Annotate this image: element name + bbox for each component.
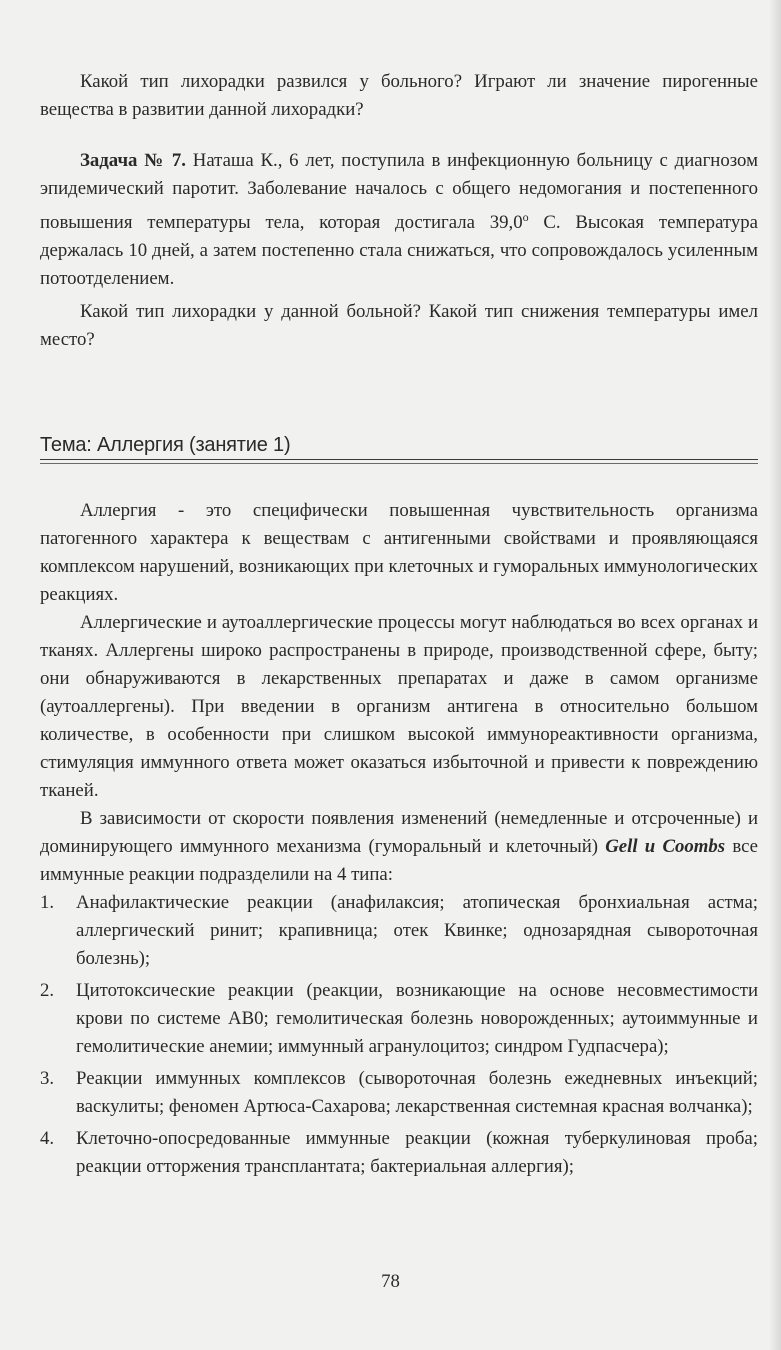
list-item: 4. Клеточно-опосредованные иммунные реакции (кожная туберкулиновая проба; реакции отторжения трансплантата; бактериальная аллергия); — [40, 1128, 758, 1177]
allergy-section — [40, 497, 758, 1181]
page-edge-shadow — [769, 0, 781, 1350]
page-number: 78 — [381, 1271, 400, 1292]
task-question: Какой тип лихорадки у данной больной? Какой тип снижения температуры имел место? — [40, 301, 758, 350]
degree-sign: о — [522, 210, 529, 224]
list-item: 2. Цитотоксические реакции (реакции, возникающие на основе несовместимости крови по системе АВ0; гемолитическая болезнь новорожденных; аутоиммунные и гемолитические анемии; иммунный агранулоцитоз; синдром Гудпасчера); — [40, 980, 758, 1057]
list-item: 1. Анафилактические реакции (анафилаксия; атопическая бронхиальная астма; аллергический ринит; крапивница; отек Квинке; однозарядная сывороточная болезнь); — [40, 892, 758, 969]
task-label: Задача № 7. — [80, 150, 186, 171]
definition-paragraph: Аллергия - это специфически повышенная чувствительность организма патогенного характера к веществам с антигенными свойствами и проявляющаяся комплексом нарушений, возникающих при клеточных и гуморальных иммунологических реакциях. — [40, 500, 758, 605]
allergens-paragraph: Аллергические и аутоаллергические процессы могут наблюдаться во всех органах и тканях. Аллергены широко распространены в природе, производственной сфере, быту; они обнаруживаются в лекарственных препаратах и даже в самом организме (аутоаллергены). При введении в организм антигена в относительно большом количестве, в особенности при слишком высокой иммунореактивности организма, стимуляция иммунного ответа может оказаться избыточной и привести к повреждению тканей. — [40, 612, 758, 801]
list-item: 3. Реакции иммунных комплексов (сывороточная болезнь ежедневных инъекций; васкулиты; феномен Артюса-Сахарова; лекарственная системная красная волчанка); — [40, 1068, 758, 1117]
heading-rule — [40, 459, 758, 460]
question-paragraph: Какой тип лихорадки развился у больного? Играют ли значение пирогенные вещества в развитии данной лихорадки? — [40, 71, 758, 120]
reaction-types-list — [40, 889, 758, 1181]
heading-rule-thin — [40, 463, 758, 464]
classification-paragraph: В зависимости от скорости появления изменений (немедленные и отсроченные) и доминирующего иммунного механизма (гуморальный и клеточный) Gell и Coombs все иммунные реакции подразделили на 4 типа: — [40, 808, 759, 885]
task-7 — [40, 147, 758, 354]
topic-heading: Тема: Аллергия (занятие 1) — [40, 434, 291, 456]
task-text: Задача № 7. Наташа К., 6 лет, поступила в инфекционную больницу с диагнозом эпидемический паротит. Заболевание началось с общего недомогания и постепенного повышения температуры тела, которая достигала $39,0^о$ С. Высокая температура держалась 10 дней, а затем постепенно стала снижаться, что сопровождалось усиленным потоотделением. — [40, 150, 758, 289]
previous-task-question — [40, 68, 758, 124]
authors-name: Gell и Coombs — [605, 836, 726, 857]
